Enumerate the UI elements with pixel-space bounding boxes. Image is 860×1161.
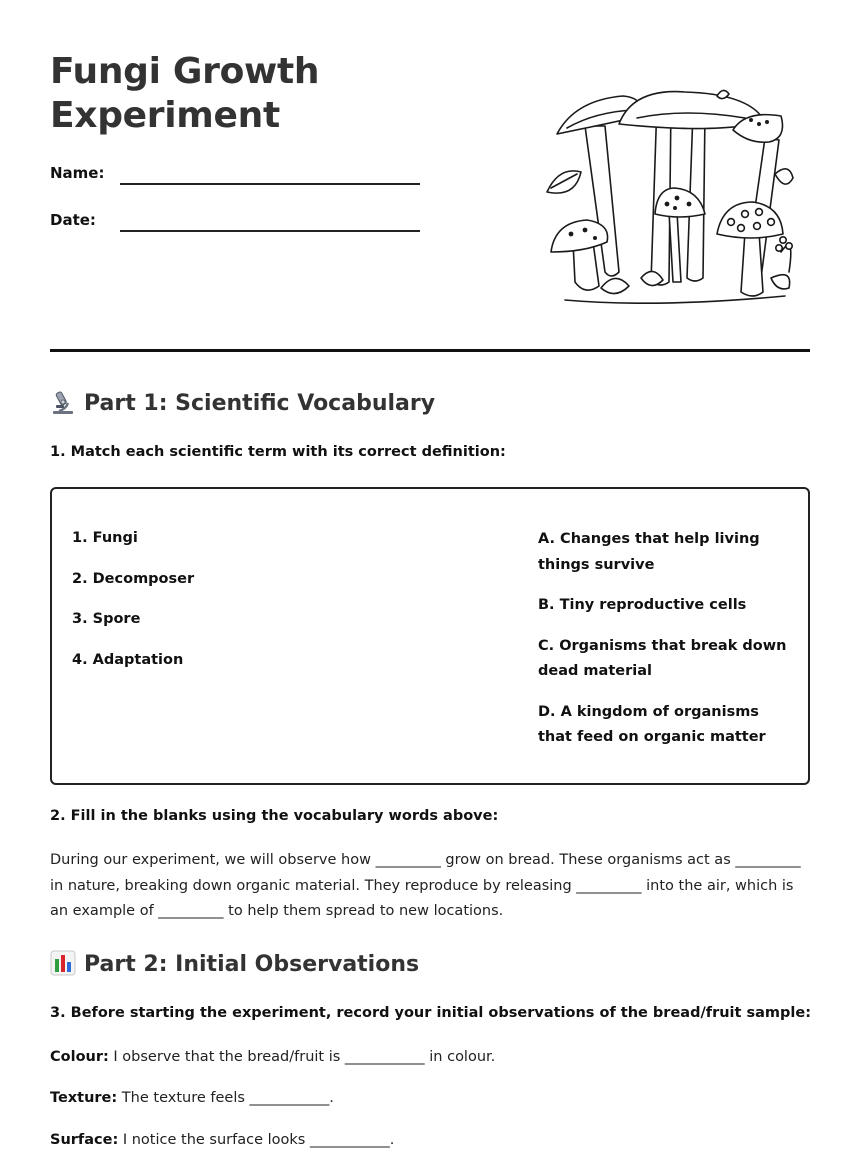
observation-texture[interactable] [50, 1087, 334, 1109]
term-fungi[interactable]: 1. Fungi [72, 530, 138, 546]
name-input-line[interactable] [120, 183, 420, 185]
question-1: 1. Match each scientific term with its correct definition: [50, 444, 506, 460]
part1-heading [50, 389, 435, 419]
bar-chart-icon [50, 950, 76, 976]
observation-texture-label: Texture: [50, 1090, 118, 1106]
term-spore[interactable]: 3. Spore [72, 611, 141, 627]
date-label: Date: [50, 211, 96, 229]
definitions-list [538, 527, 788, 766]
definition-c[interactable]: C. Organisms that break down dead material [538, 637, 787, 679]
observation-texture-text: The texture feels ___________. [117, 1090, 334, 1106]
date-input-line[interactable] [120, 230, 420, 232]
worksheet-page [50, 0, 810, 1161]
microscope-icon [50, 389, 76, 415]
name-field[interactable] [50, 164, 420, 188]
observation-surface[interactable] [50, 1129, 394, 1151]
page-title: Fungi Growth Experiment [50, 51, 320, 136]
observation-colour[interactable] [50, 1046, 495, 1068]
name-label: Name: [50, 164, 105, 182]
term-adaptation[interactable]: 4. Adaptation [72, 651, 184, 668]
observation-surface-text: I notice the surface looks ___________. [118, 1132, 395, 1148]
observation-colour-text: I observe that the bread/fruit is ___________ in colour. [108, 1049, 496, 1065]
observation-surface-label: Surface: [50, 1132, 119, 1148]
header-divider [50, 349, 810, 352]
matching-box [50, 487, 810, 785]
definition-a[interactable]: A. Changes that help living things survive [538, 531, 760, 573]
mushroom-illustration-icon [545, 82, 795, 310]
question-2: 2. Fill in the blanks using the vocabulary words above: [50, 808, 499, 824]
definition-b[interactable]: B. Tiny reproductive cells [538, 597, 747, 613]
observation-colour-label: Colour: [50, 1049, 109, 1065]
date-field[interactable] [50, 211, 420, 235]
definition-d[interactable]: D. A kingdom of organisms that feed on organic matter [538, 703, 766, 745]
part2-heading [50, 950, 419, 980]
part2-title: Part 2: Initial Observations [84, 952, 420, 977]
term-decomposer[interactable]: 2. Decomposer [72, 570, 195, 587]
fill-in-paragraph[interactable]: During our experiment, we will observe how _________ grow on bread. These organisms act as _________ in nature, breaking down organic material. They reproduce by releasing _________ into the air, which is an example of _________ to help them spread to new locations. [50, 852, 801, 919]
terms-list [72, 527, 372, 689]
question-3: 3. Before starting the experiment, record your initial observations of the bread/fruit sample: [50, 1005, 811, 1021]
part1-title: Part 1: Scientific Vocabulary [84, 391, 436, 416]
